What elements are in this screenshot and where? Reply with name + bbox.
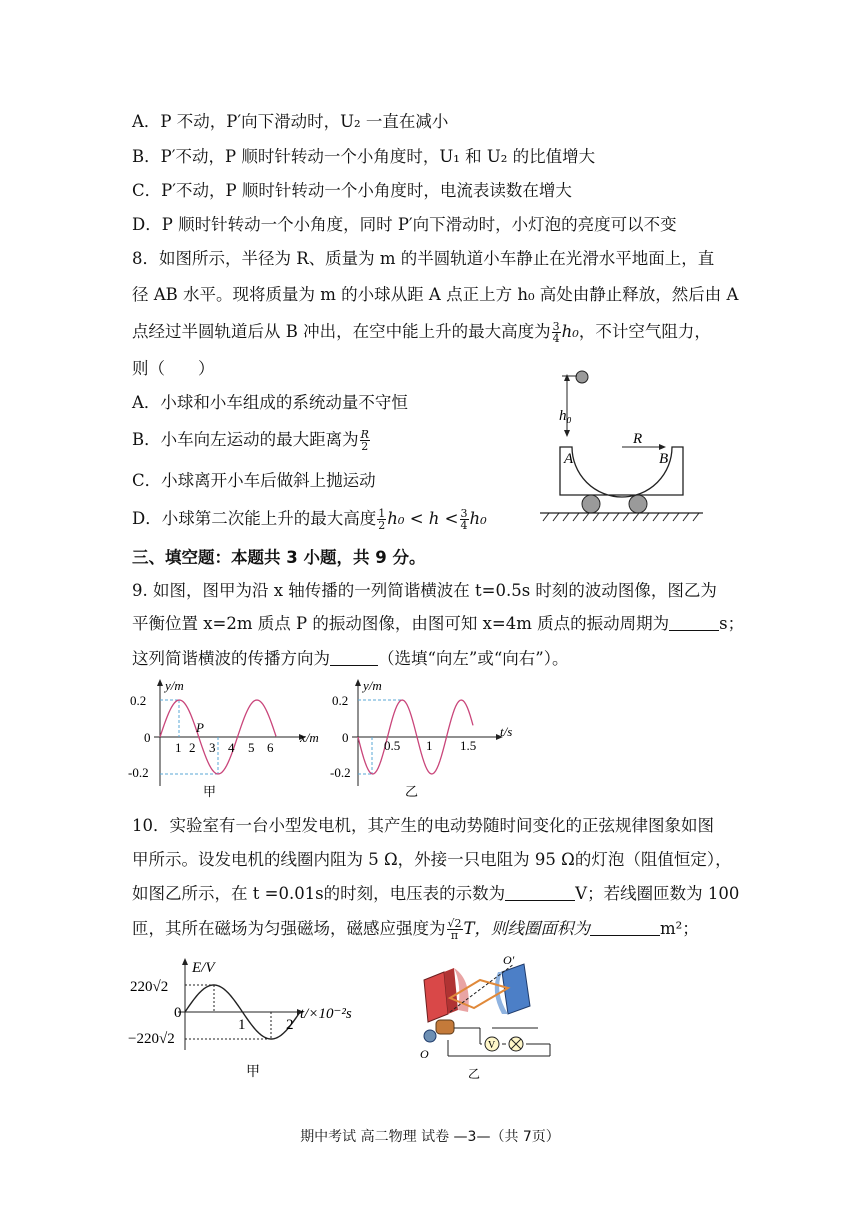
label-a: A bbox=[564, 451, 574, 467]
wheel-right bbox=[629, 495, 647, 513]
svg-text:y/m: y/m bbox=[363, 678, 382, 693]
q10-generator-figure bbox=[410, 950, 560, 1090]
q8-fraction: $\frac{3}{4}$ bbox=[552, 320, 560, 345]
svg-text:-0.2: -0.2 bbox=[330, 765, 351, 780]
svg-text:0: 0 bbox=[342, 730, 349, 745]
q8-line-1: 8．如图所示，半径为 R、质量为 m 的半圆轨道小车静止在光滑水平地面上，直 bbox=[132, 249, 715, 268]
svg-text:O′: O′ bbox=[503, 953, 515, 967]
q9-blank-direction[interactable] bbox=[330, 647, 378, 666]
q10-blank-area[interactable] bbox=[590, 917, 660, 936]
svg-text:1: 1 bbox=[175, 740, 182, 755]
svg-text:1.5: 1.5 bbox=[460, 738, 477, 753]
q9-line-2: 平衡位置 x=2m 质点 P 的振动图像，由图可知 x=4m 质点的振动周期为 s； bbox=[132, 614, 745, 633]
q9-wave-graph bbox=[128, 676, 328, 801]
q9-vibration-graph bbox=[330, 676, 530, 801]
q8-option-c: C．小球离开小车后做斜上抛运动 bbox=[132, 471, 376, 490]
svg-text:0.5: 0.5 bbox=[384, 738, 401, 753]
ball bbox=[576, 371, 588, 383]
wheel-left bbox=[582, 495, 600, 513]
svg-text:-0.2: -0.2 bbox=[128, 765, 149, 780]
q10-line-3: 如图乙所示，在 t =0.01s的时刻，电压表的示数为 V；若线圈匝数为 100 bbox=[132, 884, 740, 903]
svg-text:0: 0 bbox=[144, 730, 151, 745]
q10-blank-voltage[interactable] bbox=[505, 882, 575, 901]
svg-text:0: 0 bbox=[174, 1005, 182, 1021]
q10-emf-graph bbox=[128, 955, 368, 1085]
q10-line-2: 甲所示。设发电机的线圈内阻为 5 Ω，外接一只电阻为 95 Ω的灯泡（阻值恒定）， bbox=[132, 850, 732, 869]
label-h0: h₀ bbox=[559, 408, 572, 424]
q8-line-3: 点经过半圆轨道后从 B 冲出，在空中能上升的最大高度为 $\frac{3}{4}$ h₀，不计空气阻力， bbox=[132, 320, 711, 345]
svg-text:t/s: t/s bbox=[500, 724, 513, 739]
q10-line-4: 匝，其所在磁场为匀强磁场，磁感应强度为 $\frac{√2}{\pi}$ T，则线圈面积为 m²； bbox=[132, 917, 699, 942]
q8-option-b-fraction: $\frac{R}{2}$ bbox=[360, 428, 369, 453]
q7-option-d: D．P 顺时针转动一个小角度，同时 P′向下滑动时，小灯泡的亮度可以不变 bbox=[132, 215, 677, 234]
q7-option-c: C．P′不动，P 顺时针转动一个小角度时，电流表读数在增大 bbox=[132, 181, 572, 200]
svg-text:0.2: 0.2 bbox=[332, 693, 349, 708]
svg-text:2: 2 bbox=[286, 1017, 294, 1033]
svg-text:3: 3 bbox=[209, 740, 216, 755]
q7-option-b: B．P′不动，P 顺时针转动一个小角度时，U₁ 和 U₂ 的比值增大 bbox=[132, 147, 596, 166]
svg-text:1: 1 bbox=[426, 738, 433, 753]
svg-text:220√2: 220√2 bbox=[130, 979, 169, 995]
q8-cart-figure bbox=[535, 365, 715, 525]
q9-line-3: 这列简谐横波的传播方向为 （选填“向左”或“向右”）。 bbox=[132, 649, 569, 668]
ground-hatch bbox=[543, 513, 699, 521]
svg-text:6: 6 bbox=[267, 740, 274, 755]
label-b: B bbox=[659, 451, 669, 467]
svg-text:4: 4 bbox=[228, 740, 235, 755]
q8-h0: h₀ bbox=[561, 322, 579, 341]
svg-text:0.2: 0.2 bbox=[130, 693, 147, 708]
q7-option-a: A．P 不动，P′向下滑动时，U₂ 一直在减小 bbox=[132, 112, 449, 131]
svg-text:E/V: E/V bbox=[192, 960, 215, 976]
q8-option-d: D．小球第二次能上升的最大高度 $\frac{1}{2}$ h₀ < h < $\frac{3}{4}$ h₀ bbox=[132, 507, 487, 532]
section-3-heading: 三、填空题：本题共 3 小题，共 9 分。 bbox=[132, 548, 426, 567]
q10-line-1: 10．实验室有一台小型发电机，其产生的电动势随时间变化的正弦规律图象如图 bbox=[132, 816, 714, 835]
q8-line-3-text: 点经过半圆轨道后从 B 冲出，在空中能上升的最大高度为 bbox=[132, 322, 551, 341]
svg-text:5: 5 bbox=[248, 740, 255, 755]
svg-text:x/m: x/m bbox=[300, 730, 319, 745]
caption-yi: 乙 bbox=[405, 784, 419, 799]
q8-option-b: B．小车向左运动的最大距离为 $\frac{R}{2}$ bbox=[132, 428, 369, 453]
magnet-north bbox=[424, 972, 448, 1022]
caption-yi: 乙 bbox=[468, 1067, 481, 1081]
svg-text:O: O bbox=[420, 1047, 429, 1061]
q9-line-1: 9. 如图，图甲为沿 x 轴传播的一列简谐横波在 t=0.5s 时刻的波动图像，图乙为 bbox=[132, 581, 717, 600]
q8-option-a: A．小球和小车组成的系统动量不守恒 bbox=[132, 393, 408, 412]
svg-text:y/m: y/m bbox=[165, 678, 184, 693]
page-footer: 期中考试 高二物理 试卷 —3—（共 7页） bbox=[300, 1129, 560, 1145]
svg-text:1: 1 bbox=[238, 1017, 246, 1033]
q8-line-4: 则（ ） bbox=[132, 359, 215, 378]
q8-line-2: 径 AB 水平。现将质量为 m 的小球从距 A 点正上方 h₀ 高处由静止释放，然后由 A bbox=[132, 285, 739, 304]
svg-text:t/×10⁻²s: t/×10⁻²s bbox=[300, 1006, 352, 1022]
axle-end bbox=[424, 1030, 436, 1042]
slip-ring bbox=[436, 1020, 454, 1034]
svg-text:V: V bbox=[488, 1040, 496, 1051]
point-p: P bbox=[196, 720, 204, 735]
svg-text:−220√2: −220√2 bbox=[128, 1031, 175, 1047]
caption-jia: 甲 bbox=[203, 784, 217, 799]
svg-text:2: 2 bbox=[189, 740, 196, 755]
caption-jia: 甲 bbox=[246, 1065, 260, 1080]
q9-blank-period[interactable] bbox=[669, 612, 719, 631]
label-r: R bbox=[633, 431, 643, 447]
